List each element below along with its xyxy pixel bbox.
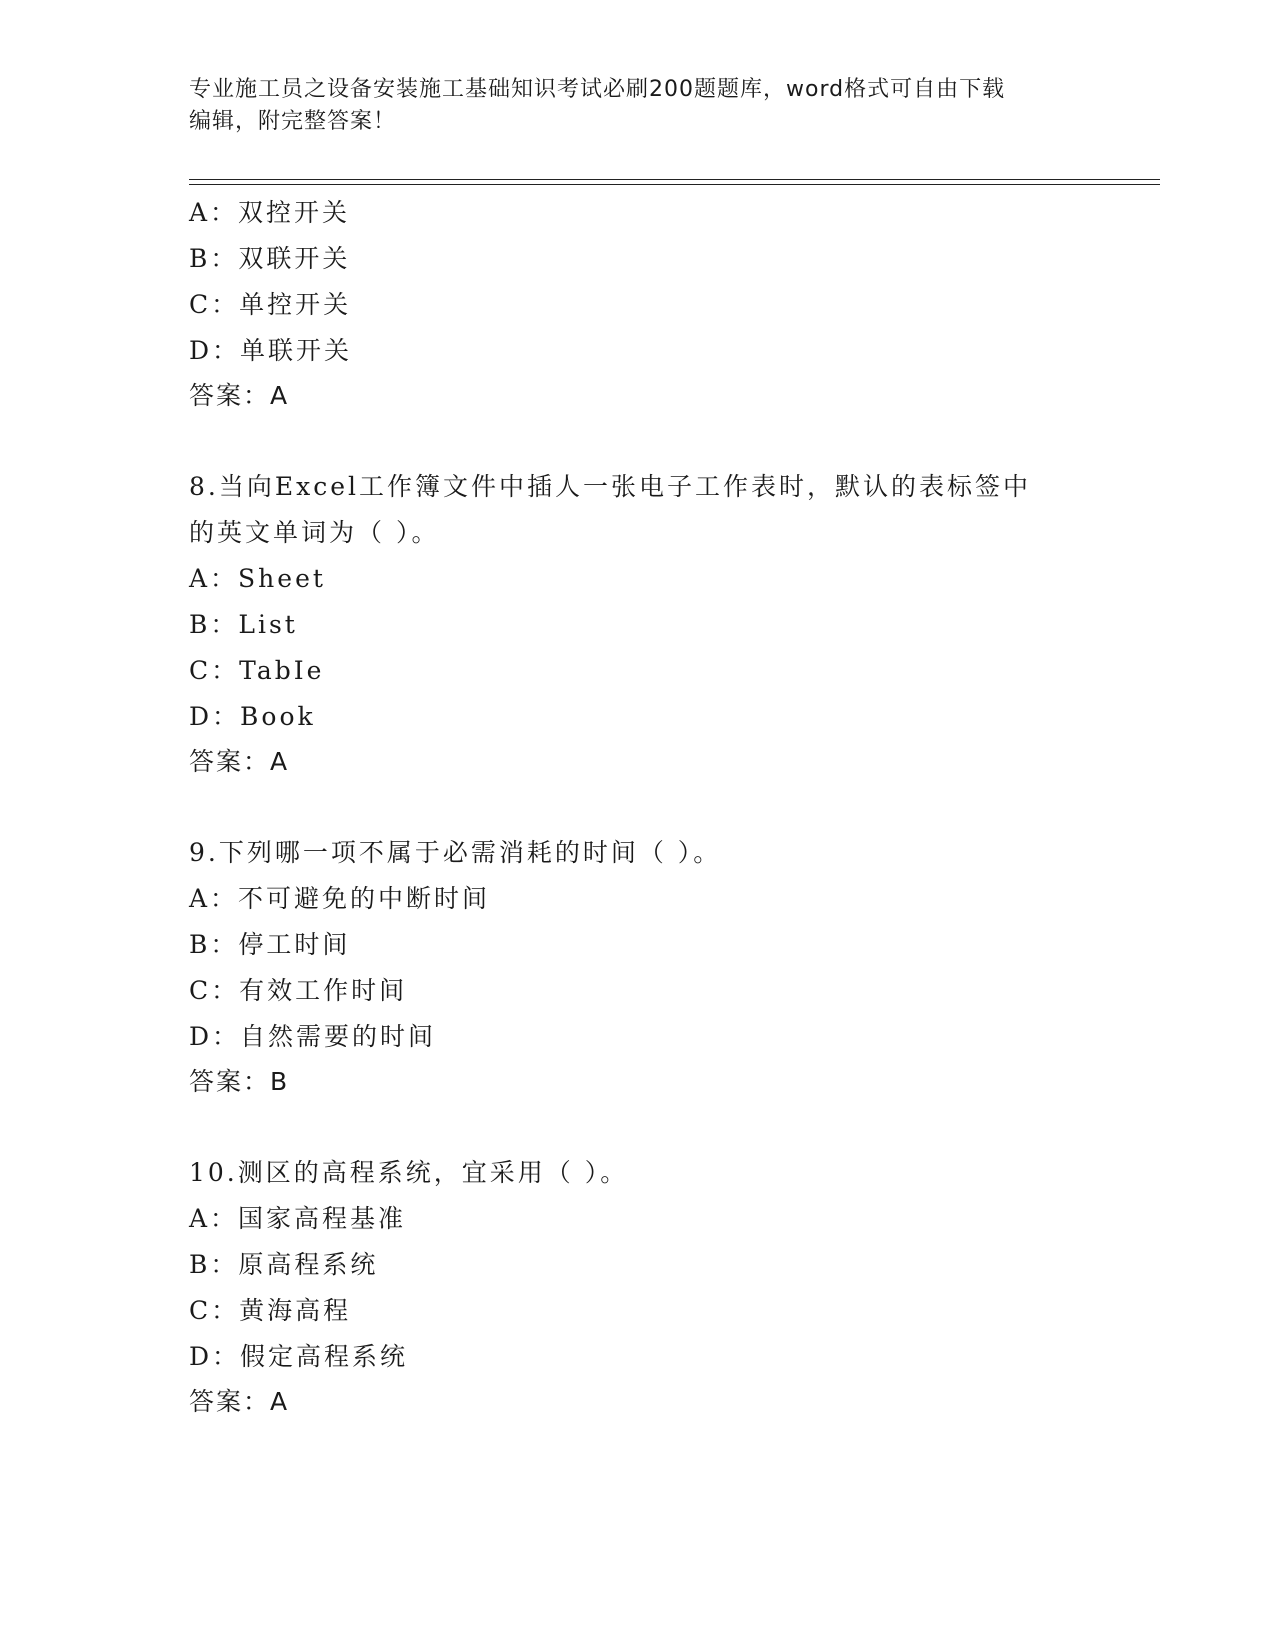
option-a: A：双控开关 bbox=[189, 198, 351, 227]
question-spacer bbox=[189, 1104, 1089, 1150]
header-divider-bottom bbox=[189, 184, 1160, 185]
option-b: B：原高程系统 bbox=[189, 1250, 379, 1279]
question-spacer bbox=[189, 418, 1089, 464]
answer: 答案：A bbox=[189, 747, 290, 776]
option-b: B：双联开关 bbox=[189, 244, 351, 273]
question-list bbox=[189, 190, 1089, 1424]
question-10 bbox=[189, 1150, 1089, 1424]
option-a: A：不可避免的中断时间 bbox=[189, 884, 491, 913]
header-title-line2: 编辑，附完整答案！ bbox=[189, 109, 397, 134]
header-divider-top bbox=[189, 179, 1160, 180]
header-title-line1: 专业施工员之设备安装施工基础知识考试必刷200题题库，word格式可自由下载 bbox=[189, 77, 1006, 102]
option-c: C：TabIe bbox=[189, 656, 325, 685]
question-text-line1: 10.测区的高程系统，宜采用（ ）。 bbox=[189, 1158, 629, 1187]
question-9 bbox=[189, 830, 1089, 1104]
option-c: C：单控开关 bbox=[189, 290, 352, 319]
option-d: D：Book bbox=[189, 702, 316, 731]
option-c: C：黄海高程 bbox=[189, 1296, 352, 1325]
option-d: D：假定高程系统 bbox=[189, 1342, 409, 1371]
document-header bbox=[189, 74, 1089, 138]
question-text-line2: 的英文单词为（ ）。 bbox=[189, 518, 440, 547]
question-7 bbox=[189, 190, 1089, 418]
question-spacer bbox=[189, 784, 1089, 830]
answer: 答案：B bbox=[189, 1067, 290, 1096]
question-text-line1: 8.当向Excel工作簿文件中插人一张电子工作表时，默认的表标签中 bbox=[189, 472, 1031, 501]
question-8 bbox=[189, 464, 1089, 784]
option-c: C：有效工作时间 bbox=[189, 976, 408, 1005]
option-a: A：Sheet bbox=[189, 564, 326, 593]
option-b: B：List bbox=[189, 610, 298, 639]
answer: 答案：A bbox=[189, 381, 290, 410]
answer: 答案：A bbox=[189, 1387, 290, 1416]
question-text-line1: 9.下列哪一项不属于必需消耗的时间（ ）。 bbox=[189, 838, 722, 867]
option-a: A：国家高程基准 bbox=[189, 1204, 407, 1233]
option-d: D：自然需要的时间 bbox=[189, 1022, 437, 1051]
option-b: B：停工时间 bbox=[189, 930, 351, 959]
option-d: D：单联开关 bbox=[189, 336, 353, 365]
